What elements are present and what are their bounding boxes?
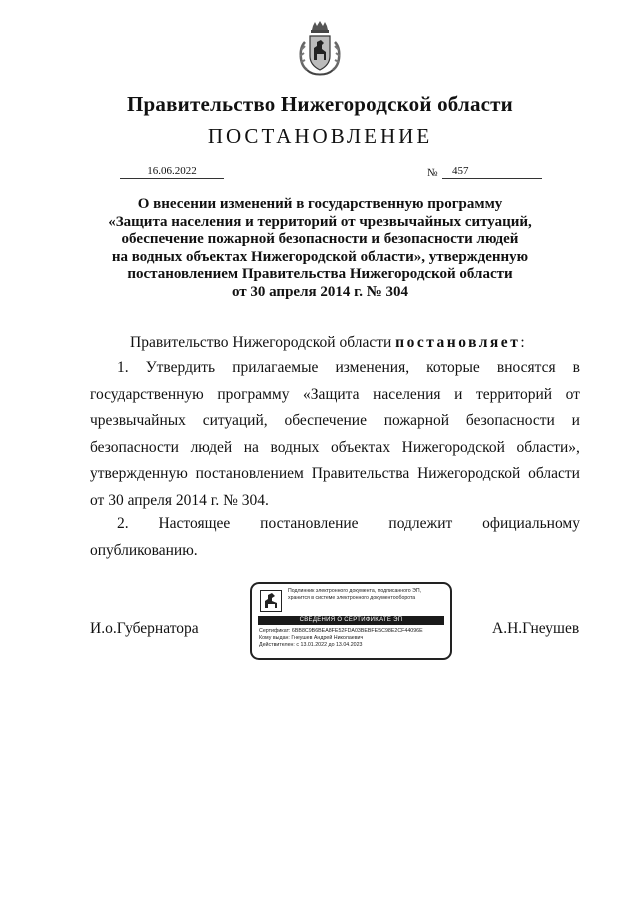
word: области: [528, 465, 580, 482]
word: Настоящее: [158, 515, 231, 532]
government-title: Правительство Нижегородской области: [127, 92, 513, 116]
word: пожарной: [383, 412, 450, 429]
word: постановление: [260, 515, 359, 532]
word: обеспечение: [284, 412, 367, 429]
stamp-header-line: Подлинник электронного документа, подписанного ЭП,: [288, 588, 422, 594]
subject-line: «Защита населения и территорий от чрезвычайных ситуаций,: [108, 213, 532, 230]
document-type: ПОСТАНОВЛЕНИЕ: [207, 124, 433, 148]
word: и: [454, 385, 463, 403]
intro-lead: Правительство Нижегородской области: [130, 334, 396, 351]
word: ситуаций,: [202, 412, 268, 429]
stamp-validity: Действителен: с 13.01.2022 до 13.04.2023: [259, 642, 363, 648]
stamp-header-line: хранится в системе электронного документооборота: [288, 594, 416, 601]
word: программу: [217, 385, 290, 403]
word: в: [572, 359, 580, 376]
word: которые: [426, 359, 480, 376]
paragraph-2: [90, 511, 580, 564]
word: на: [243, 438, 259, 456]
word: подлежит: [388, 515, 453, 532]
word: безопасности: [90, 438, 179, 456]
word: 2.: [117, 515, 129, 532]
word: водных: [270, 438, 320, 456]
word: вносятся: [496, 359, 556, 376]
paragraph-line: [90, 538, 580, 565]
word: Правительства: [311, 465, 410, 482]
intro-verb: постановляет: [395, 334, 521, 351]
word: населения: [373, 385, 441, 403]
stamp-header: [288, 588, 448, 601]
word: области»,: [516, 438, 580, 456]
document-number: 457: [442, 164, 542, 179]
paragraph-line: [90, 355, 580, 382]
word: Нижегородской: [401, 438, 505, 456]
coat-of-arms-emblem: [295, 20, 345, 80]
subject-line: на водных объектах Нижегородской области», утвержденную: [111, 248, 529, 265]
word: территорий: [475, 385, 553, 403]
word: постановлением: [195, 465, 304, 482]
word: от: [565, 385, 580, 403]
paragraph-line: [90, 511, 580, 538]
signer-name: А.Н.Гнеушев: [492, 620, 580, 637]
word: от 30 апреля 2014 г. № 304.: [90, 491, 269, 509]
paragraph-line: [90, 435, 580, 462]
word: опубликованию.: [90, 541, 198, 559]
word: безопасности: [465, 412, 555, 429]
electronic-signature-stamp: [250, 582, 452, 660]
paragraph-line: [90, 408, 580, 435]
resolution-intro: [130, 334, 580, 352]
word: людей: [190, 438, 233, 456]
paragraph-1: [90, 355, 580, 514]
word: и: [571, 412, 580, 429]
subject-line: постановлением Правительства Нижегородской области: [127, 266, 513, 282]
subject-line: от 30 апреля 2014 г. № 304: [231, 283, 409, 300]
stamp-certificate: Сертификат: 6BB8C9B6BEA8FE52FDA03BEBFE5C98E2CF44096E: [259, 628, 423, 634]
subject-line: О внесении изменений в государственную программу: [137, 196, 503, 212]
word: государственную: [90, 385, 204, 403]
number-sign: №: [427, 167, 438, 179]
word: Утвердить: [145, 359, 216, 376]
signer-title: И.о.Губернатора: [90, 620, 199, 637]
document-subject: [90, 196, 550, 301]
paragraph-line: [90, 382, 580, 409]
word: официальному: [482, 515, 580, 532]
document-date: 16.06.2022: [120, 164, 224, 179]
word: утвержденную: [90, 465, 188, 482]
deer-logo-icon: [260, 590, 282, 612]
subject-line: обеспечение пожарной безопасности и безопасности людей: [121, 231, 519, 247]
stamp-title-bar: СВЕДЕНИЯ О СЕРТИФИКАТЕ ЭП: [258, 616, 444, 625]
stamp-details: [259, 628, 449, 649]
word: Нижегородской: [417, 465, 521, 482]
word: объектах: [331, 438, 391, 456]
intro-colon: :: [520, 334, 525, 351]
word: прилагаемые: [232, 359, 319, 376]
paragraph-line: [90, 461, 580, 488]
word: 1.: [117, 359, 129, 376]
stamp-issued-to: Кому выдан: Гнеушев Андрей Николаевич: [259, 635, 364, 641]
word: чрезвычайных: [90, 412, 186, 429]
word: «Защита: [303, 385, 360, 403]
word: изменения,: [335, 359, 410, 376]
